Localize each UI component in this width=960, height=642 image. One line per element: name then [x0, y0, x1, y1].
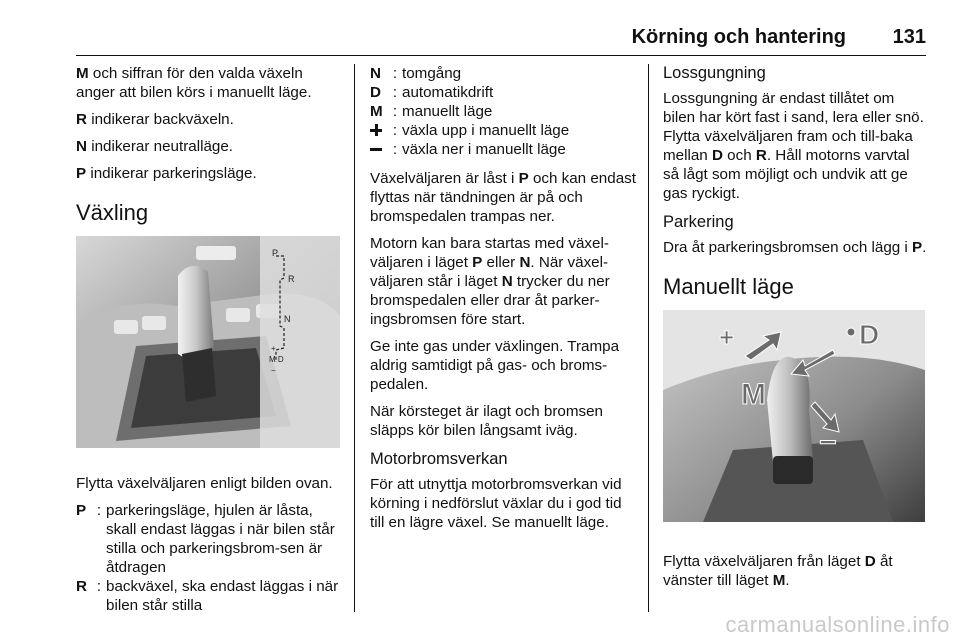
definition-r — [76, 577, 341, 615]
key-p: P — [472, 254, 483, 271]
text: indikerar parkeringsläge. — [86, 165, 257, 182]
text: indikerar backväxeln. — [86, 111, 234, 128]
heading-motorbromsverkan: Motorbromsverkan — [370, 450, 508, 468]
heading-vaxling: Växling — [76, 200, 149, 225]
legend-key: D — [370, 84, 381, 101]
legend-text: växla ner i manuellt läge — [402, 141, 566, 158]
header-rule — [76, 55, 926, 56]
text: Dra åt parkeringsbromsen och lägg i — [663, 239, 913, 256]
heading-lossgungning: Lossgungning — [663, 64, 766, 82]
paragraph-start — [370, 234, 638, 329]
definition-key: R — [76, 578, 87, 595]
plus-icon — [370, 124, 382, 136]
legend-text: växla upp i manuellt läge — [402, 122, 570, 139]
key-p: P — [912, 239, 923, 256]
label-md: M D — [269, 355, 284, 364]
text: . — [785, 572, 790, 589]
paragraph-m — [76, 64, 341, 102]
label-minus: − — [819, 426, 837, 459]
legend-text: manuellt läge — [402, 103, 493, 120]
key-p: P — [76, 165, 87, 182]
minus-icon — [370, 143, 382, 155]
manual-mode-photo — [663, 310, 925, 522]
text: trycker du ner bromspedalen eller drar åt parker-ingsbromsen före start. — [370, 273, 610, 328]
legend-text: automatikdrift — [402, 84, 494, 101]
key-n: N — [519, 254, 531, 271]
legend-plus — [370, 121, 638, 140]
paragraph-move-selector: Flytta växelväljaren enligt bilden ovan. — [76, 475, 333, 492]
label-plus: + — [719, 322, 735, 352]
heading-manuellt-lage: Manuellt läge — [663, 274, 794, 299]
paragraph-creep: När körsteget är ilagt och bromsen släpps kör bilen långsamt iväg. — [370, 403, 603, 439]
label-p: P — [272, 248, 279, 258]
legend-text: tomgång — [402, 65, 462, 82]
legend-key: M — [370, 103, 383, 120]
key-m: M — [76, 65, 89, 82]
column-3 — [663, 64, 928, 598]
manual-mode-illustration — [663, 310, 925, 522]
legend-sep: : — [392, 84, 398, 101]
column-1 — [76, 64, 341, 623]
page-header — [76, 22, 926, 52]
paragraph-locked — [370, 169, 638, 226]
paragraph-r — [76, 110, 341, 129]
paragraph-manual-move — [663, 552, 928, 590]
key-p: P — [518, 170, 529, 187]
key-n: N — [501, 273, 513, 290]
text: Motorn kan bara startas med växel-väljaren i läget — [370, 235, 609, 271]
definition-sep: : — [96, 578, 102, 595]
key-r: R — [755, 147, 767, 164]
text: Lossgungning är endast tillåtet om bilen har kört fast i sand, lera eller snö. Flytta växelväljaren fram och till-baka mellan — [663, 90, 924, 164]
text: Flytta växelväljaren från läget — [663, 553, 865, 570]
text: . Håll motorns varvtal så lågt som möjligt och undvik att ge gas ryckigt. — [663, 147, 910, 202]
paragraph-no-gas: Ge inte gas under växlingen. Trampa aldrig samtidigt på gas- och broms-pedalen. — [370, 338, 620, 393]
watermark: carmanualsonline.info — [725, 612, 950, 637]
gear-definitions — [76, 501, 341, 615]
legend-key: N — [370, 65, 381, 82]
text: . — [922, 239, 927, 256]
key-n: N — [76, 138, 87, 155]
definition-p — [76, 501, 341, 577]
label-plus: + — [271, 344, 276, 353]
label-r: R — [288, 274, 295, 284]
gear-selector-illustration — [76, 236, 340, 448]
text: . När växel-väljaren står i läget — [370, 254, 609, 290]
key-r: R — [76, 111, 87, 128]
definition-key: P — [76, 502, 87, 519]
paragraph-p — [76, 164, 341, 183]
gear-legend — [370, 64, 638, 159]
legend-sep: : — [392, 65, 398, 82]
text: indikerar neutralläge. — [86, 138, 234, 155]
key-d: D — [711, 147, 723, 164]
text: eller — [482, 254, 520, 271]
legend-sep: : — [392, 122, 398, 139]
key-m: M — [772, 572, 786, 589]
column-2 — [370, 64, 638, 540]
paragraph-engine-braking: För att utnyttja motorbromsverkan vid körning i nedförslut växlar du i god tid till en lägre växel. Se manuellt läge. — [370, 476, 622, 531]
legend-d — [370, 83, 638, 102]
page-number: 131 — [892, 26, 926, 48]
paragraph-parking — [663, 238, 928, 257]
paragraph-rocking — [663, 89, 928, 203]
label-minus: − — [271, 366, 276, 375]
legend-n — [370, 64, 638, 83]
paragraph-n — [76, 137, 341, 156]
legend-key — [370, 140, 388, 159]
column-divider-1 — [354, 64, 355, 612]
text: åt vänster till läget — [663, 553, 893, 589]
legend-minus — [370, 140, 638, 159]
label-m: M — [741, 378, 766, 411]
legend-sep: : — [392, 141, 398, 158]
gear-selector-photo — [76, 236, 340, 448]
key-d: D — [864, 553, 876, 570]
heading-parkering: Parkering — [663, 213, 734, 231]
definition-sep: : — [96, 502, 102, 519]
section-title: Körning och hantering — [631, 26, 846, 48]
text: och — [722, 147, 756, 164]
text: och siffran för den valda växeln anger att bilen körs i manuellt läge. — [76, 65, 312, 101]
legend-key — [370, 121, 388, 140]
text: och kan endast flyttas när tändningen är på och bromspedalen trampas ner. — [370, 170, 636, 225]
legend-sep: : — [392, 103, 398, 120]
legend-m — [370, 102, 638, 121]
column-divider-2 — [648, 64, 649, 612]
definition-text: parkeringsläge, hjulen är låsta, skall endast läggas i när bilen står stilla och parkeringsbrom-sen är åtdragen — [106, 502, 335, 576]
label-d: D — [859, 319, 880, 350]
text: Växelväljaren är låst i — [370, 170, 519, 187]
definition-text: backväxel, ska endast läggas i när bilen står stilla — [106, 578, 339, 614]
label-n: N — [284, 314, 291, 324]
